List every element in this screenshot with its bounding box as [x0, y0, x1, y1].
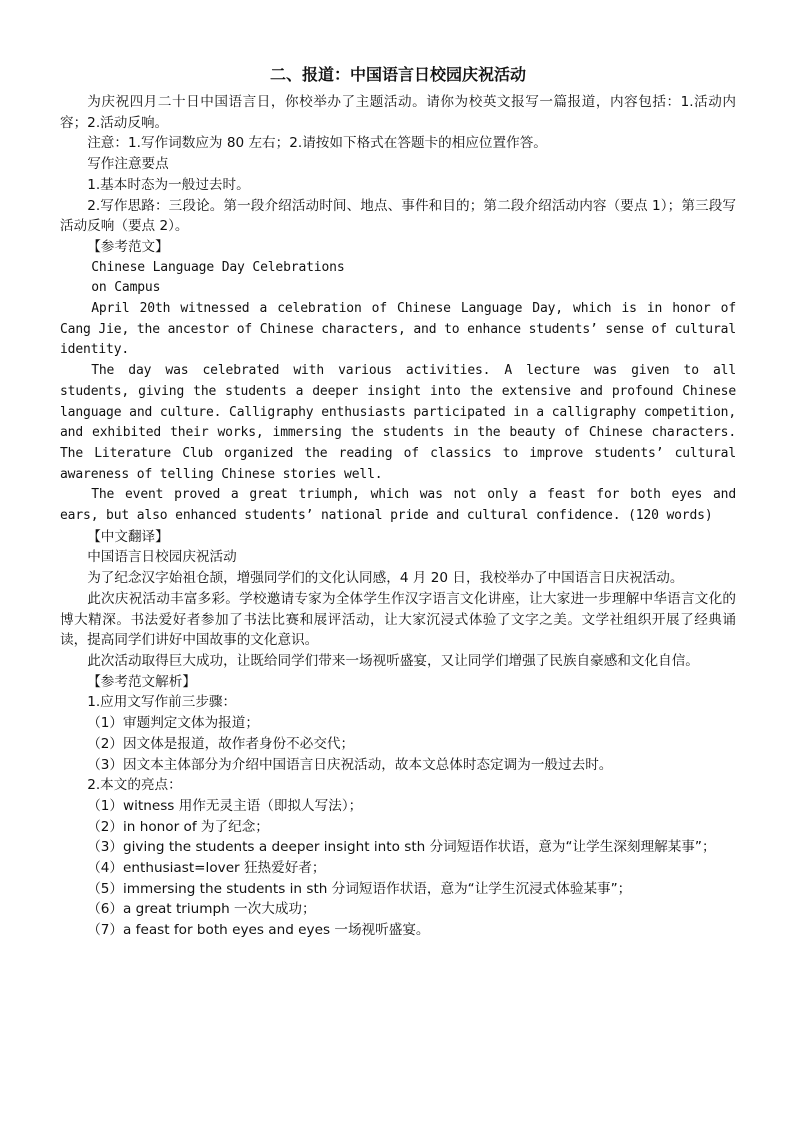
tip-item: 1.基本时态为一般过去时。 [87, 176, 250, 193]
sample-title-line: on Campus [91, 280, 161, 296]
translation-paragraph: 此次庆祝活动丰富多彩。学校邀请专家为全体学生作汉字语言文化讲座，让大家进一步理解中华语言文化的博大精深。书法爱好者参加了书法比赛和展评活动，让大家沉浸式体验了文字之美。文学社组织开展了经典诵读，提高同学们讲好中国故事的文化意识。 [60, 590, 736, 649]
highlight-item: （2）in honor of 为了纪念； [87, 818, 269, 835]
step-item: （3）因文本主体部分为介绍中国语言日庆祝活动，故本文总体时态定调为一般过去时。 [87, 756, 613, 773]
translation-paragraph: 为了纪念汉字始祖仓颉，增强同学们的文化认同感，4 月 20 日，我校举办了中国语言日庆祝活动。 [87, 570, 684, 587]
step-item: （1）审题判定文体为报道； [87, 715, 259, 732]
page-title: 二、报道：中国语言日校园庆祝活动 [269, 65, 526, 84]
translation-title: 中国语言日校园庆祝活动 [87, 549, 237, 566]
document-page [60, 64, 736, 941]
sample-paragraph: April 20th witnessed a celebration of Chinese Language Day, which is in honor of Cang Jie, the ancestor of Chinese characters, and to enhance students’ sense of cultural identity. [60, 301, 736, 358]
highlight-item: （4）enthusiast=lover 狂热爱好者； [87, 860, 326, 877]
highlights-heading: 2.本文的亮点： [87, 777, 182, 794]
highlight-item: （1）witness 用作无灵主语（即拟人写法）； [87, 797, 363, 814]
highlight-item: （6）a great triumph 一次大成功； [87, 901, 316, 918]
highlight-item: （5）immersing the students in sth 分词短语作状语，意为“让学生沉浸式体验某事”； [87, 880, 632, 897]
sample-paragraph: The event proved a great triumph, which was not only a feast for both eyes and ears, but also enhanced students’ national pride and cultural confidence. (120 words) [60, 487, 736, 524]
sample-heading: 【参考范文】 [87, 238, 169, 255]
tips-heading: 写作注意要点 [87, 156, 169, 173]
translation-paragraph: 此次活动取得巨大成功，让既给同学们带来一场视听盛宴，又让同学们增强了民族自豪感和文化自信。 [87, 652, 699, 669]
steps-heading: 1.应用文写作前三步骤： [87, 694, 237, 711]
tip-item: 2.写作思路：三段论。第一段介绍活动时间、地点、事件和目的；第二段介绍活动内容（要点 1）；第三段写活动反响（要点 2）。 [60, 197, 736, 235]
step-item: （2）因文体是报道，故作者身份不必交代； [87, 735, 355, 752]
task-prompt: 为庆祝四月二十日中国语言日，你校举办了主题活动。请你为校英文报写一篇报道，内容包括：1.活动内容；2.活动反响。 [60, 94, 736, 131]
task-note: 注意：1.写作词数应为 80 左右；2.请按如下格式在答题卡的相应位置作答。 [87, 135, 547, 152]
translation-heading: 【中文翻译】 [87, 528, 169, 545]
sample-title-line: Chinese Language Day Celebrations [91, 259, 345, 275]
highlight-item: （3）giving the students a deeper insight into sth 分词短语作状语，意为“让学生深刻理解某事”； [87, 839, 716, 856]
highlight-item: （7）a feast for both eyes and eyes 一场视听盛宴。 [87, 922, 430, 939]
analysis-heading: 【参考范文解析】 [87, 673, 196, 690]
sample-paragraph: The day was celebrated with various activities. A lecture was given to all students, giving the students a deeper insight into the extensive and profound Chinese language and culture. Calligraphy enthusiasts participated in a calligraphy competition, and exhibited their works, immersing the students in the beauty of Chinese characters. The Literature Club organized the reading of classics to improve students’ cultural awareness of telling Chinese stories well. [60, 363, 736, 482]
